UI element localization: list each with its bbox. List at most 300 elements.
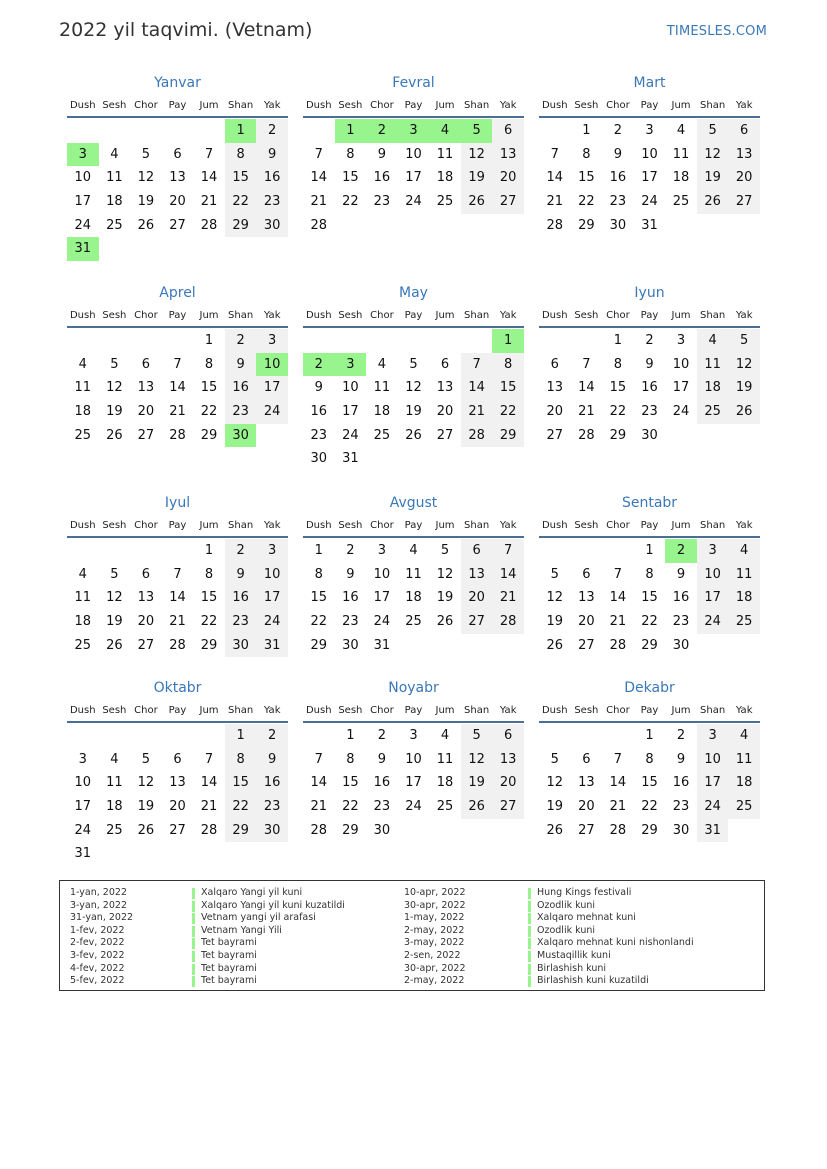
day-cell: 30 bbox=[256, 819, 288, 843]
weekday-label: Jum bbox=[435, 705, 455, 716]
day-cell: 7 bbox=[582, 356, 591, 372]
day-cell: 17 bbox=[405, 775, 422, 791]
day-cell: 13 bbox=[728, 143, 760, 167]
weekday-label: Chor bbox=[134, 520, 158, 531]
day-cell: 16 bbox=[256, 166, 288, 190]
day-cell: 26 bbox=[461, 795, 493, 819]
holiday-day-cell: 1 bbox=[492, 329, 524, 353]
day-cell: 12 bbox=[546, 775, 564, 791]
day-cell: 30 bbox=[609, 217, 627, 233]
legend-marker bbox=[192, 938, 195, 949]
day-cell: 19 bbox=[461, 771, 493, 795]
day-grid bbox=[67, 119, 288, 261]
empty-cell bbox=[162, 539, 194, 563]
holiday-day-cell: 2 bbox=[366, 119, 398, 143]
weekday-label: Dush bbox=[69, 520, 96, 531]
legend-date: 1-yan, 2022 bbox=[70, 887, 127, 898]
weekday-header bbox=[539, 701, 760, 723]
day-cell: 20 bbox=[492, 771, 524, 795]
empty-cell bbox=[602, 539, 634, 563]
day-cell: 17 bbox=[641, 170, 658, 186]
weekday-label: Pay bbox=[404, 520, 423, 531]
day-cell: 9 bbox=[256, 143, 288, 167]
day-cell: 12 bbox=[728, 353, 760, 377]
day-cell: 20 bbox=[492, 166, 524, 190]
day-cell: 24 bbox=[373, 614, 391, 630]
day-cell: 6 bbox=[173, 146, 182, 162]
day-cell: 1 bbox=[346, 728, 355, 743]
day-cell: 6 bbox=[582, 751, 591, 767]
day-cell: 26 bbox=[697, 190, 729, 214]
empty-cell bbox=[193, 724, 225, 748]
day-cell: 4 bbox=[110, 146, 119, 162]
empty-cell bbox=[571, 724, 603, 748]
empty-cell bbox=[162, 119, 194, 143]
day-cell: 2 bbox=[377, 728, 387, 743]
day-cell: 29 bbox=[578, 217, 595, 233]
day-cell: 21 bbox=[200, 799, 218, 815]
day-cell: 23 bbox=[641, 404, 658, 420]
empty-cell bbox=[398, 329, 430, 353]
day-cell: 23 bbox=[672, 799, 690, 815]
weekday-label: Yak bbox=[735, 705, 753, 716]
weekday-label: Pay bbox=[640, 520, 659, 531]
weekday-label: Pay bbox=[404, 310, 423, 321]
month-name: May bbox=[399, 285, 428, 301]
day-cell: 27 bbox=[461, 610, 493, 634]
day-cell: 20 bbox=[728, 166, 760, 190]
day-cell: 5 bbox=[461, 724, 493, 748]
legend-date: 2-may, 2022 bbox=[404, 924, 465, 936]
day-cell: 1 bbox=[204, 333, 214, 348]
day-cell: 5 bbox=[440, 543, 450, 558]
holiday-day-cell: 30 bbox=[225, 424, 257, 448]
day-cell: 27 bbox=[546, 427, 564, 443]
site-link[interactable]: TIMESLES.COM bbox=[666, 24, 767, 39]
weekday-label: Pay bbox=[168, 310, 187, 321]
day-cell: 20 bbox=[137, 404, 155, 420]
day-cell: 15 bbox=[310, 590, 328, 606]
day-cell: 7 bbox=[204, 146, 214, 162]
weekday-label: Dush bbox=[305, 310, 332, 321]
weekday-label: Dush bbox=[305, 705, 332, 716]
weekday-label: Dush bbox=[541, 520, 568, 531]
day-cell: 13 bbox=[169, 775, 186, 791]
weekday-label: Jum bbox=[671, 705, 691, 716]
legend-date: 3-may, 2022 bbox=[404, 937, 465, 949]
day-cell: 24 bbox=[405, 799, 422, 815]
day-cell: 8 bbox=[613, 356, 623, 372]
legend-holiday-name: Xalqaro Yangi yil kuni kuzatildi bbox=[201, 899, 345, 911]
day-cell: 15 bbox=[225, 771, 257, 795]
weekday-label: Jum bbox=[435, 100, 455, 111]
holiday-day-cell: 3 bbox=[67, 143, 99, 167]
day-cell: 2 bbox=[256, 119, 288, 143]
weekday-label: Jum bbox=[671, 310, 691, 321]
weekday-label: Chor bbox=[134, 100, 158, 111]
day-cell: 27 bbox=[728, 190, 760, 214]
legend-holiday-name: Xalqaro Yangi yil kuni bbox=[201, 887, 303, 898]
day-cell: 22 bbox=[342, 799, 359, 815]
day-cell: 6 bbox=[141, 356, 151, 372]
weekday-label: Sesh bbox=[102, 705, 127, 716]
day-cell: 28 bbox=[169, 427, 186, 443]
day-cell: 9 bbox=[314, 380, 323, 396]
day-cell: 13 bbox=[492, 748, 524, 772]
day-cell: 25 bbox=[106, 217, 123, 233]
empty-cell bbox=[303, 119, 335, 143]
day-cell: 18 bbox=[436, 775, 454, 791]
weekday-label: Jum bbox=[435, 520, 455, 531]
month-sentabr bbox=[539, 493, 760, 657]
day-cell: 10 bbox=[641, 146, 658, 162]
day-cell: 8 bbox=[645, 751, 654, 767]
weekday-header bbox=[67, 701, 288, 723]
legend-date: 3-fev, 2022 bbox=[70, 950, 125, 961]
day-cell: 28 bbox=[546, 217, 564, 233]
month-yanvar bbox=[67, 73, 288, 261]
weekday-header bbox=[67, 96, 288, 118]
legend-date: 3-yan, 2022 bbox=[70, 899, 127, 911]
empty-cell bbox=[67, 119, 99, 143]
empty-cell bbox=[429, 329, 461, 353]
weekday-label: Sesh bbox=[338, 705, 363, 716]
day-cell: 25 bbox=[405, 614, 422, 630]
day-cell: 29 bbox=[609, 427, 627, 443]
day-cell: 14 bbox=[169, 380, 186, 396]
day-cell: 7 bbox=[314, 146, 323, 162]
day-cell: 26 bbox=[546, 637, 564, 653]
day-cell: 26 bbox=[436, 614, 454, 630]
day-cell: 10 bbox=[373, 566, 391, 582]
day-cell: 23 bbox=[310, 427, 328, 443]
weekday-label: Yak bbox=[499, 310, 517, 321]
day-cell: 16 bbox=[342, 590, 359, 606]
weekday-label: Shan bbox=[700, 100, 726, 111]
weekday-label: Shan bbox=[700, 520, 726, 531]
weekday-header bbox=[67, 306, 288, 328]
day-cell: 11 bbox=[74, 590, 92, 606]
day-cell: 4 bbox=[697, 329, 729, 353]
weekday-label: Sesh bbox=[574, 705, 599, 716]
day-cell: 26 bbox=[137, 822, 155, 838]
day-cell: 10 bbox=[342, 380, 359, 396]
day-cell: 28 bbox=[169, 637, 186, 653]
day-cell: 12 bbox=[137, 170, 155, 186]
day-cell: 5 bbox=[728, 329, 760, 353]
day-cell: 12 bbox=[137, 775, 155, 791]
day-cell: 1 bbox=[645, 543, 654, 558]
month-iyun bbox=[539, 283, 760, 447]
empty-cell bbox=[303, 329, 335, 353]
holiday-day-cell: 10 bbox=[256, 353, 288, 377]
day-cell: 4 bbox=[78, 566, 87, 582]
month-mart bbox=[539, 73, 760, 237]
day-cell: 14 bbox=[200, 775, 218, 791]
day-grid bbox=[303, 119, 524, 237]
empty-cell bbox=[539, 329, 571, 353]
legend-marker bbox=[192, 964, 195, 975]
weekday-label: Sesh bbox=[574, 100, 599, 111]
day-cell: 28 bbox=[609, 822, 627, 838]
day-cell: 29 bbox=[225, 214, 257, 238]
day-cell: 8 bbox=[225, 143, 257, 167]
day-cell: 1 bbox=[204, 543, 214, 558]
day-cell: 27 bbox=[436, 427, 454, 443]
day-cell: 11 bbox=[436, 751, 454, 767]
empty-cell bbox=[130, 329, 162, 353]
day-cell: 4 bbox=[78, 356, 87, 372]
day-cell: 26 bbox=[106, 637, 123, 653]
weekday-header bbox=[539, 516, 760, 538]
month-name: Fevral bbox=[392, 75, 435, 91]
day-cell: 18 bbox=[728, 771, 760, 795]
day-cell: 31 bbox=[342, 451, 359, 467]
day-cell: 14 bbox=[461, 376, 493, 400]
day-cell: 21 bbox=[169, 404, 186, 420]
legend-holiday-name: Vetnam yangi yil arafasi bbox=[201, 912, 316, 924]
weekday-label: Jum bbox=[199, 520, 219, 531]
day-cell: 17 bbox=[373, 590, 391, 606]
day-cell: 6 bbox=[173, 751, 182, 767]
day-cell: 12 bbox=[461, 748, 493, 772]
day-cell: 12 bbox=[106, 590, 123, 606]
day-cell: 1 bbox=[225, 724, 257, 748]
day-cell: 31 bbox=[641, 217, 658, 233]
month-dekabr bbox=[539, 678, 760, 842]
day-grid bbox=[67, 329, 288, 447]
day-cell: 24 bbox=[697, 610, 729, 634]
day-cell: 20 bbox=[578, 799, 595, 815]
empty-cell bbox=[130, 119, 162, 143]
day-cell: 13 bbox=[137, 380, 155, 396]
day-cell: 20 bbox=[436, 404, 454, 420]
day-cell: 19 bbox=[728, 376, 760, 400]
day-grid bbox=[303, 539, 524, 657]
day-cell: 29 bbox=[492, 424, 524, 448]
legend-holiday-name: Tet bayrami bbox=[201, 975, 257, 987]
day-cell: 5 bbox=[110, 356, 119, 372]
holiday-day-cell: 4 bbox=[429, 119, 461, 143]
weekday-header bbox=[303, 701, 524, 723]
weekday-label: Yak bbox=[263, 310, 281, 321]
day-cell: 19 bbox=[137, 194, 155, 210]
weekday-label: Dush bbox=[541, 310, 568, 321]
day-cell: 24 bbox=[74, 822, 92, 838]
legend-date: 30-apr, 2022 bbox=[404, 962, 466, 974]
day-cell: 12 bbox=[697, 143, 729, 167]
day-cell: 24 bbox=[641, 194, 658, 210]
weekday-label: Yak bbox=[499, 520, 517, 531]
weekday-label: Pay bbox=[640, 100, 659, 111]
day-cell: 25 bbox=[436, 194, 454, 210]
day-cell: 16 bbox=[225, 586, 257, 610]
month-name: Iyun bbox=[634, 285, 665, 301]
day-cell: 22 bbox=[342, 194, 359, 210]
day-cell: 3 bbox=[409, 728, 418, 743]
day-cell: 19 bbox=[106, 404, 123, 420]
weekday-label: Yak bbox=[263, 100, 281, 111]
empty-cell bbox=[539, 539, 571, 563]
day-cell: 30 bbox=[256, 214, 288, 238]
weekday-label: Dush bbox=[69, 310, 96, 321]
holiday-day-cell: 2 bbox=[665, 539, 697, 563]
empty-cell bbox=[67, 724, 99, 748]
day-cell: 23 bbox=[609, 194, 627, 210]
day-cell: 21 bbox=[310, 799, 328, 815]
empty-cell bbox=[461, 329, 493, 353]
day-cell: 29 bbox=[342, 822, 359, 838]
month-oktabr bbox=[67, 678, 288, 866]
day-cell: 22 bbox=[200, 404, 218, 420]
legend-date: 2-fev, 2022 bbox=[70, 937, 125, 949]
empty-cell bbox=[67, 329, 99, 353]
weekday-label: Pay bbox=[404, 705, 423, 716]
day-cell: 4 bbox=[676, 123, 686, 138]
day-cell: 16 bbox=[310, 404, 328, 420]
day-cell: 10 bbox=[697, 748, 729, 772]
day-cell: 27 bbox=[137, 637, 155, 653]
day-cell: 15 bbox=[342, 170, 359, 186]
day-cell: 28 bbox=[578, 427, 595, 443]
day-cell: 29 bbox=[310, 637, 328, 653]
day-cell: 30 bbox=[342, 637, 359, 653]
weekday-label: Yak bbox=[499, 705, 517, 716]
day-cell: 12 bbox=[546, 590, 564, 606]
day-cell: 29 bbox=[200, 427, 218, 443]
weekday-label: Shan bbox=[464, 705, 490, 716]
day-cell: 27 bbox=[137, 427, 155, 443]
weekday-label: Chor bbox=[606, 100, 630, 111]
day-cell: 18 bbox=[373, 404, 391, 420]
day-cell: 31 bbox=[256, 634, 288, 658]
legend-holiday-name: Xalqaro mehnat kuni bbox=[537, 912, 636, 924]
empty-cell bbox=[366, 329, 398, 353]
day-cell: 5 bbox=[697, 119, 729, 143]
empty-cell bbox=[571, 539, 603, 563]
day-cell: 9 bbox=[225, 353, 257, 377]
day-cell: 15 bbox=[342, 775, 359, 791]
holiday-day-cell: 3 bbox=[398, 119, 430, 143]
legend-marker bbox=[528, 938, 531, 949]
empty-cell bbox=[602, 724, 634, 748]
day-cell: 14 bbox=[609, 775, 627, 791]
day-cell: 27 bbox=[169, 822, 186, 838]
day-cell: 21 bbox=[492, 586, 524, 610]
legend-holiday-name: Ozodlik kuni bbox=[537, 899, 595, 911]
day-cell: 10 bbox=[256, 563, 288, 587]
weekday-header bbox=[303, 516, 524, 538]
legend-marker bbox=[192, 976, 195, 987]
day-cell: 25 bbox=[74, 637, 92, 653]
day-cell: 21 bbox=[578, 404, 595, 420]
day-cell: 25 bbox=[74, 427, 92, 443]
day-cell: 30 bbox=[641, 427, 658, 443]
weekday-label: Shan bbox=[700, 705, 726, 716]
legend-marker bbox=[192, 951, 195, 962]
day-cell: 16 bbox=[256, 771, 288, 795]
day-cell: 7 bbox=[204, 751, 214, 767]
day-cell: 18 bbox=[697, 376, 729, 400]
day-cell: 8 bbox=[346, 146, 355, 162]
empty-cell bbox=[99, 539, 131, 563]
weekday-label: Yak bbox=[735, 520, 753, 531]
month-iyul bbox=[67, 493, 288, 657]
weekday-label: Sesh bbox=[102, 100, 127, 111]
weekday-label: Chor bbox=[370, 705, 394, 716]
day-cell: 25 bbox=[373, 427, 391, 443]
weekday-label: Dush bbox=[541, 705, 568, 716]
day-grid bbox=[303, 724, 524, 842]
day-cell: 11 bbox=[697, 353, 729, 377]
month-may bbox=[303, 283, 524, 471]
legend-date: 31-yan, 2022 bbox=[70, 912, 134, 924]
day-grid bbox=[67, 724, 288, 866]
month-name: Iyul bbox=[164, 495, 191, 511]
weekday-label: Chor bbox=[606, 705, 630, 716]
day-cell: 25 bbox=[672, 194, 690, 210]
day-cell: 5 bbox=[110, 566, 119, 582]
legend-date: 1-fev, 2022 bbox=[70, 924, 125, 936]
day-cell: 24 bbox=[256, 400, 288, 424]
month-name: Yanvar bbox=[154, 75, 201, 91]
day-cell: 22 bbox=[641, 799, 658, 815]
day-cell: 23 bbox=[672, 614, 690, 630]
day-cell: 15 bbox=[200, 590, 218, 606]
day-cell: 11 bbox=[672, 146, 690, 162]
day-cell: 13 bbox=[436, 380, 454, 396]
day-cell: 29 bbox=[225, 819, 257, 843]
day-cell: 28 bbox=[200, 217, 218, 233]
month-avgust bbox=[303, 493, 524, 657]
day-grid bbox=[67, 539, 288, 657]
weekday-label: Yak bbox=[499, 100, 517, 111]
day-cell: 18 bbox=[74, 614, 92, 630]
day-cell: 4 bbox=[728, 724, 760, 748]
month-name: Noyabr bbox=[388, 680, 439, 696]
day-cell: 17 bbox=[256, 376, 288, 400]
weekday-label: Shan bbox=[464, 100, 490, 111]
day-cell: 27 bbox=[492, 190, 524, 214]
day-cell: 30 bbox=[672, 637, 690, 653]
day-cell: 14 bbox=[492, 563, 524, 587]
weekday-header bbox=[67, 516, 288, 538]
day-cell: 11 bbox=[728, 748, 760, 772]
day-cell: 26 bbox=[546, 822, 564, 838]
empty-cell bbox=[99, 119, 131, 143]
month-fevral bbox=[303, 73, 524, 237]
day-cell: 2 bbox=[225, 329, 257, 353]
day-cell: 20 bbox=[461, 586, 493, 610]
weekday-label: Shan bbox=[228, 310, 254, 321]
day-cell: 19 bbox=[461, 166, 493, 190]
legend-date: 4-fev, 2022 bbox=[70, 962, 125, 974]
day-cell: 23 bbox=[342, 614, 359, 630]
day-cell: 9 bbox=[256, 748, 288, 772]
empty-cell bbox=[539, 119, 571, 143]
day-cell: 15 bbox=[578, 170, 595, 186]
weekday-label: Chor bbox=[134, 705, 158, 716]
day-cell: 13 bbox=[169, 170, 186, 186]
day-cell: 17 bbox=[405, 170, 422, 186]
day-cell: 22 bbox=[578, 194, 595, 210]
day-cell: 27 bbox=[578, 637, 595, 653]
empty-cell bbox=[162, 329, 194, 353]
day-cell: 28 bbox=[200, 822, 218, 838]
day-cell: 17 bbox=[697, 771, 729, 795]
day-cell: 10 bbox=[74, 775, 92, 791]
day-cell: 19 bbox=[546, 799, 564, 815]
